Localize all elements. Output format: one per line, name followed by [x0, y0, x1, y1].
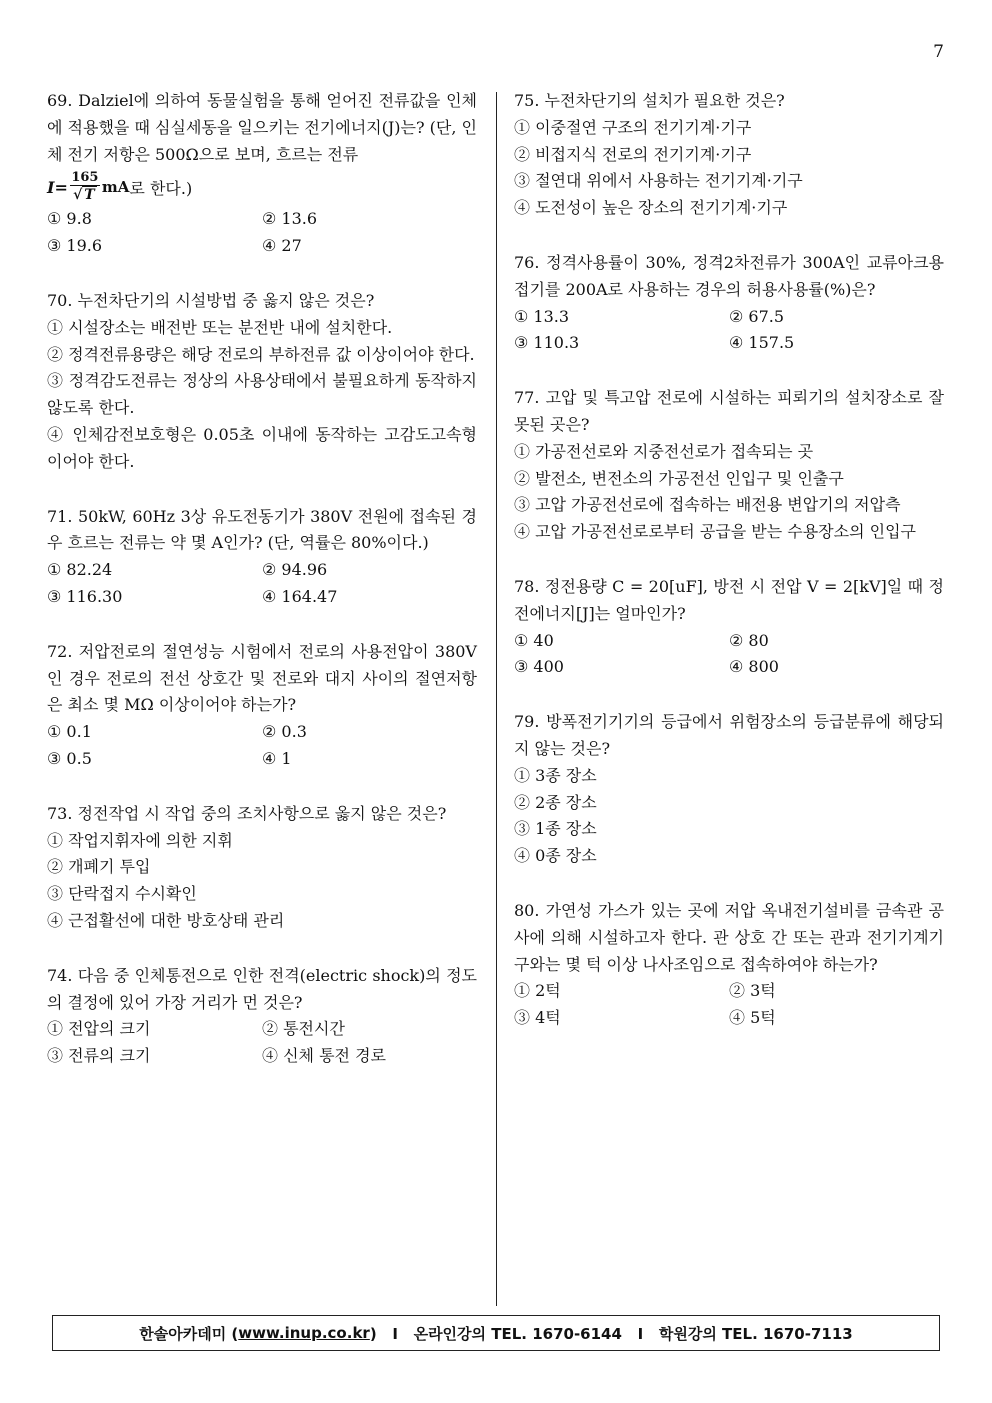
option-4[interactable]: ④ 27: [262, 236, 302, 256]
formula-denominator: √ T: [73, 186, 95, 203]
option-2[interactable]: ② 0.3: [262, 722, 307, 742]
option-2[interactable]: ② 94.96: [262, 560, 328, 580]
options: [514, 115, 944, 222]
option-1[interactable]: ① 3종 장소: [514, 765, 597, 785]
option-1[interactable]: ① 82.24: [47, 560, 113, 580]
footer-contact: ) I 온라인강의 TEL. 1670-6144 I 학원강의 TEL. 1670-7113: [369, 1324, 853, 1343]
option-4[interactable]: ④ 1: [262, 748, 292, 768]
question-text: 78. 정전용량 C = 20[uF], 방전 시 전압 V = 2[kV]일 때 정전에너지[J]는 얼마인가?: [514, 576, 944, 623]
question-70: [47, 288, 477, 476]
option-2[interactable]: ② 13.6: [262, 209, 318, 229]
option-3[interactable]: ③ 400: [514, 657, 564, 677]
option-4[interactable]: ④ 0종 장소: [514, 846, 597, 866]
question-text: 70. 누전차단기의 시설방법 중 옳지 않은 것은?: [47, 290, 375, 310]
question-text: 74. 다음 중 인체통전으로 인한 전격(electric shock)의 정도의 결정에 있어 가장 거리가 먼 것은?: [47, 965, 477, 1012]
formula-unit: mA: [101, 178, 130, 197]
option-3[interactable]: ③ 절연대 위에서 사용하는 전기기계·기구: [514, 171, 803, 191]
option-2[interactable]: ② 통전시간: [262, 1019, 345, 1039]
formula-fraction: [70, 171, 100, 204]
options: [514, 304, 944, 358]
option-3[interactable]: ③ 정격감도전류는 정상의 사용상태에서 불필요하게 동작하지 않도록 한다.: [47, 371, 477, 418]
option-2[interactable]: ② 개폐기 투입: [47, 857, 151, 877]
option-4[interactable]: ④ 164.47: [262, 586, 338, 606]
options: [47, 315, 477, 476]
options: [514, 763, 944, 870]
option-4[interactable]: ④ 근접활선에 대한 방호상태 관리: [47, 910, 285, 930]
option-4[interactable]: ④ 도전성이 높은 장소의 전기기계·기구: [514, 198, 788, 218]
question-text: 72. 저압전로의 절연성능 시험에서 전로의 사용전압이 380V인 경우 전로의 전선 상호간 및 전로와 대지 사이의 절연저항은 최소 몇 MΩ 이상이어야 하는가?: [47, 641, 477, 715]
options: [47, 206, 477, 260]
question-text: 80. 가연성 가스가 있는 곳에 저압 옥내전기설비를 금속관 공사에 의해 시설하고자 한다. 관 상호 간 또는 관과 전기기계기구와는 몇 턱 이상 나사조임으로 접속하여야 하는가?: [514, 900, 944, 974]
option-1[interactable]: ① 작업지휘자에 의한 지휘: [47, 830, 233, 850]
options: [47, 1016, 477, 1070]
option-2[interactable]: ② 80: [729, 630, 769, 650]
option-4[interactable]: ④ 5턱: [729, 1008, 776, 1028]
formula-suffix: 로 한다.): [129, 178, 193, 198]
options: [514, 978, 944, 1032]
question-78: [514, 574, 944, 681]
option-2[interactable]: ② 정격전류용량은 해당 전로의 부하전류 값 이상이어야 한다.: [47, 344, 475, 364]
question-73: [47, 801, 477, 935]
footer-bar: [52, 1315, 940, 1351]
option-3[interactable]: ③ 116.30: [47, 586, 123, 606]
question-text: 69. Dalziel에 의하여 동물실험을 통해 얻어진 전류값을 인체에 적용했을 때 심실세동을 일으키는 전기에너지(J)는? (단, 인체 전기 저항은 500Ω으로 보며, 흐르는 전류: [47, 91, 477, 164]
option-4[interactable]: ④ 800: [729, 657, 779, 677]
page-number: 7: [933, 42, 944, 62]
question-text: 79. 방폭전기기기의 등급에서 위험장소의 등급분류에 해당되지 않는 것은?: [514, 712, 944, 758]
option-1[interactable]: ① 0.1: [47, 722, 92, 742]
option-3[interactable]: ③ 1종 장소: [514, 819, 597, 839]
question-71: [47, 504, 477, 611]
option-2[interactable]: ② 발전소, 변전소의 가공전선 인입구 및 인출구: [514, 468, 844, 488]
options: [47, 557, 477, 611]
option-4[interactable]: ④ 고압 가공전선로로부터 공급을 받는 수용장소의 인입구: [514, 522, 917, 542]
option-3[interactable]: ③ 전류의 크기: [47, 1046, 151, 1066]
options: [47, 828, 477, 935]
option-3[interactable]: ③ 110.3: [514, 333, 580, 353]
options: [514, 439, 944, 546]
column-divider: [496, 92, 497, 1306]
formula-lhs: I=: [47, 177, 68, 197]
footer-academy: 한솔아카데미 (: [139, 1324, 239, 1343]
question-80: [514, 898, 944, 1032]
right-column: [514, 88, 944, 1060]
question-76: [514, 250, 944, 357]
left-column: [47, 88, 477, 1098]
question-text: 73. 정전작업 시 작업 중의 조치사항으로 옳지 않은 것은?: [47, 803, 447, 823]
options: [514, 628, 944, 682]
option-1[interactable]: ① 전압의 크기: [47, 1019, 151, 1039]
formula-radical: T: [84, 186, 95, 203]
option-2[interactable]: ② 2종 장소: [514, 792, 597, 812]
option-2[interactable]: ② 67.5: [729, 306, 785, 326]
option-4[interactable]: ④ 신체 통전 경로: [262, 1046, 386, 1066]
option-2[interactable]: ② 비접지식 전로의 전기기계·기구: [514, 144, 752, 164]
option-4[interactable]: ④ 인체감전보호형은 0.05초 이내에 동작하는 고감도고속형이어야 한다.: [47, 424, 477, 471]
question-69: [47, 88, 477, 260]
option-3[interactable]: ③ 0.5: [47, 748, 92, 768]
option-3[interactable]: ③ 단락접지 수시확인: [47, 884, 197, 904]
option-1[interactable]: ① 가공전선로와 지중전선로가 접속되는 곳: [514, 441, 814, 461]
option-1[interactable]: ① 이중절연 구조의 전기기계·기구: [514, 117, 752, 137]
option-1[interactable]: ① 시설장소는 배전반 또는 분전반 내에 설치한다.: [47, 317, 393, 337]
option-1[interactable]: ① 13.3: [514, 306, 570, 326]
option-4[interactable]: ④ 157.5: [729, 333, 795, 353]
option-1[interactable]: ① 40: [514, 630, 554, 650]
option-2[interactable]: ② 3턱: [729, 981, 776, 1001]
footer-url-link[interactable]: www.inup.co.kr: [238, 1324, 370, 1342]
question-77: [514, 385, 944, 546]
options: [47, 719, 477, 773]
option-3[interactable]: ③ 19.6: [47, 236, 103, 256]
option-1[interactable]: ① 9.8: [47, 209, 92, 229]
formula-numerator: 165: [71, 169, 99, 185]
option-1[interactable]: ① 2턱: [514, 981, 561, 1001]
question-text: 76. 정격사용률이 30%, 정격2차전류가 300A인 교류아크용접기를 200A로 사용하는 경우의 허용사용률(%)은?: [514, 252, 944, 299]
option-3[interactable]: ③ 4턱: [514, 1008, 561, 1028]
option-3[interactable]: ③ 고압 가공전선로에 접속하는 배전용 변압기의 저압측: [514, 495, 901, 515]
question-74: [47, 963, 477, 1070]
question-79: [514, 709, 944, 870]
question-72: [47, 639, 477, 773]
question-text: 77. 고압 및 특고압 전로에 시설하는 피뢰기의 설치장소로 잘못된 곳은?: [514, 388, 944, 434]
question-text: 75. 누전차단기의 설치가 필요한 것은?: [514, 91, 785, 110]
question-75: [514, 88, 944, 222]
question-text: 71. 50kW, 60Hz 3상 유도전동기가 380V 전원에 접속된 경우 흐르는 전류는 약 몇 A인가? (단, 역률은 80%이다.): [47, 506, 477, 553]
current-formula: [47, 168, 477, 206]
